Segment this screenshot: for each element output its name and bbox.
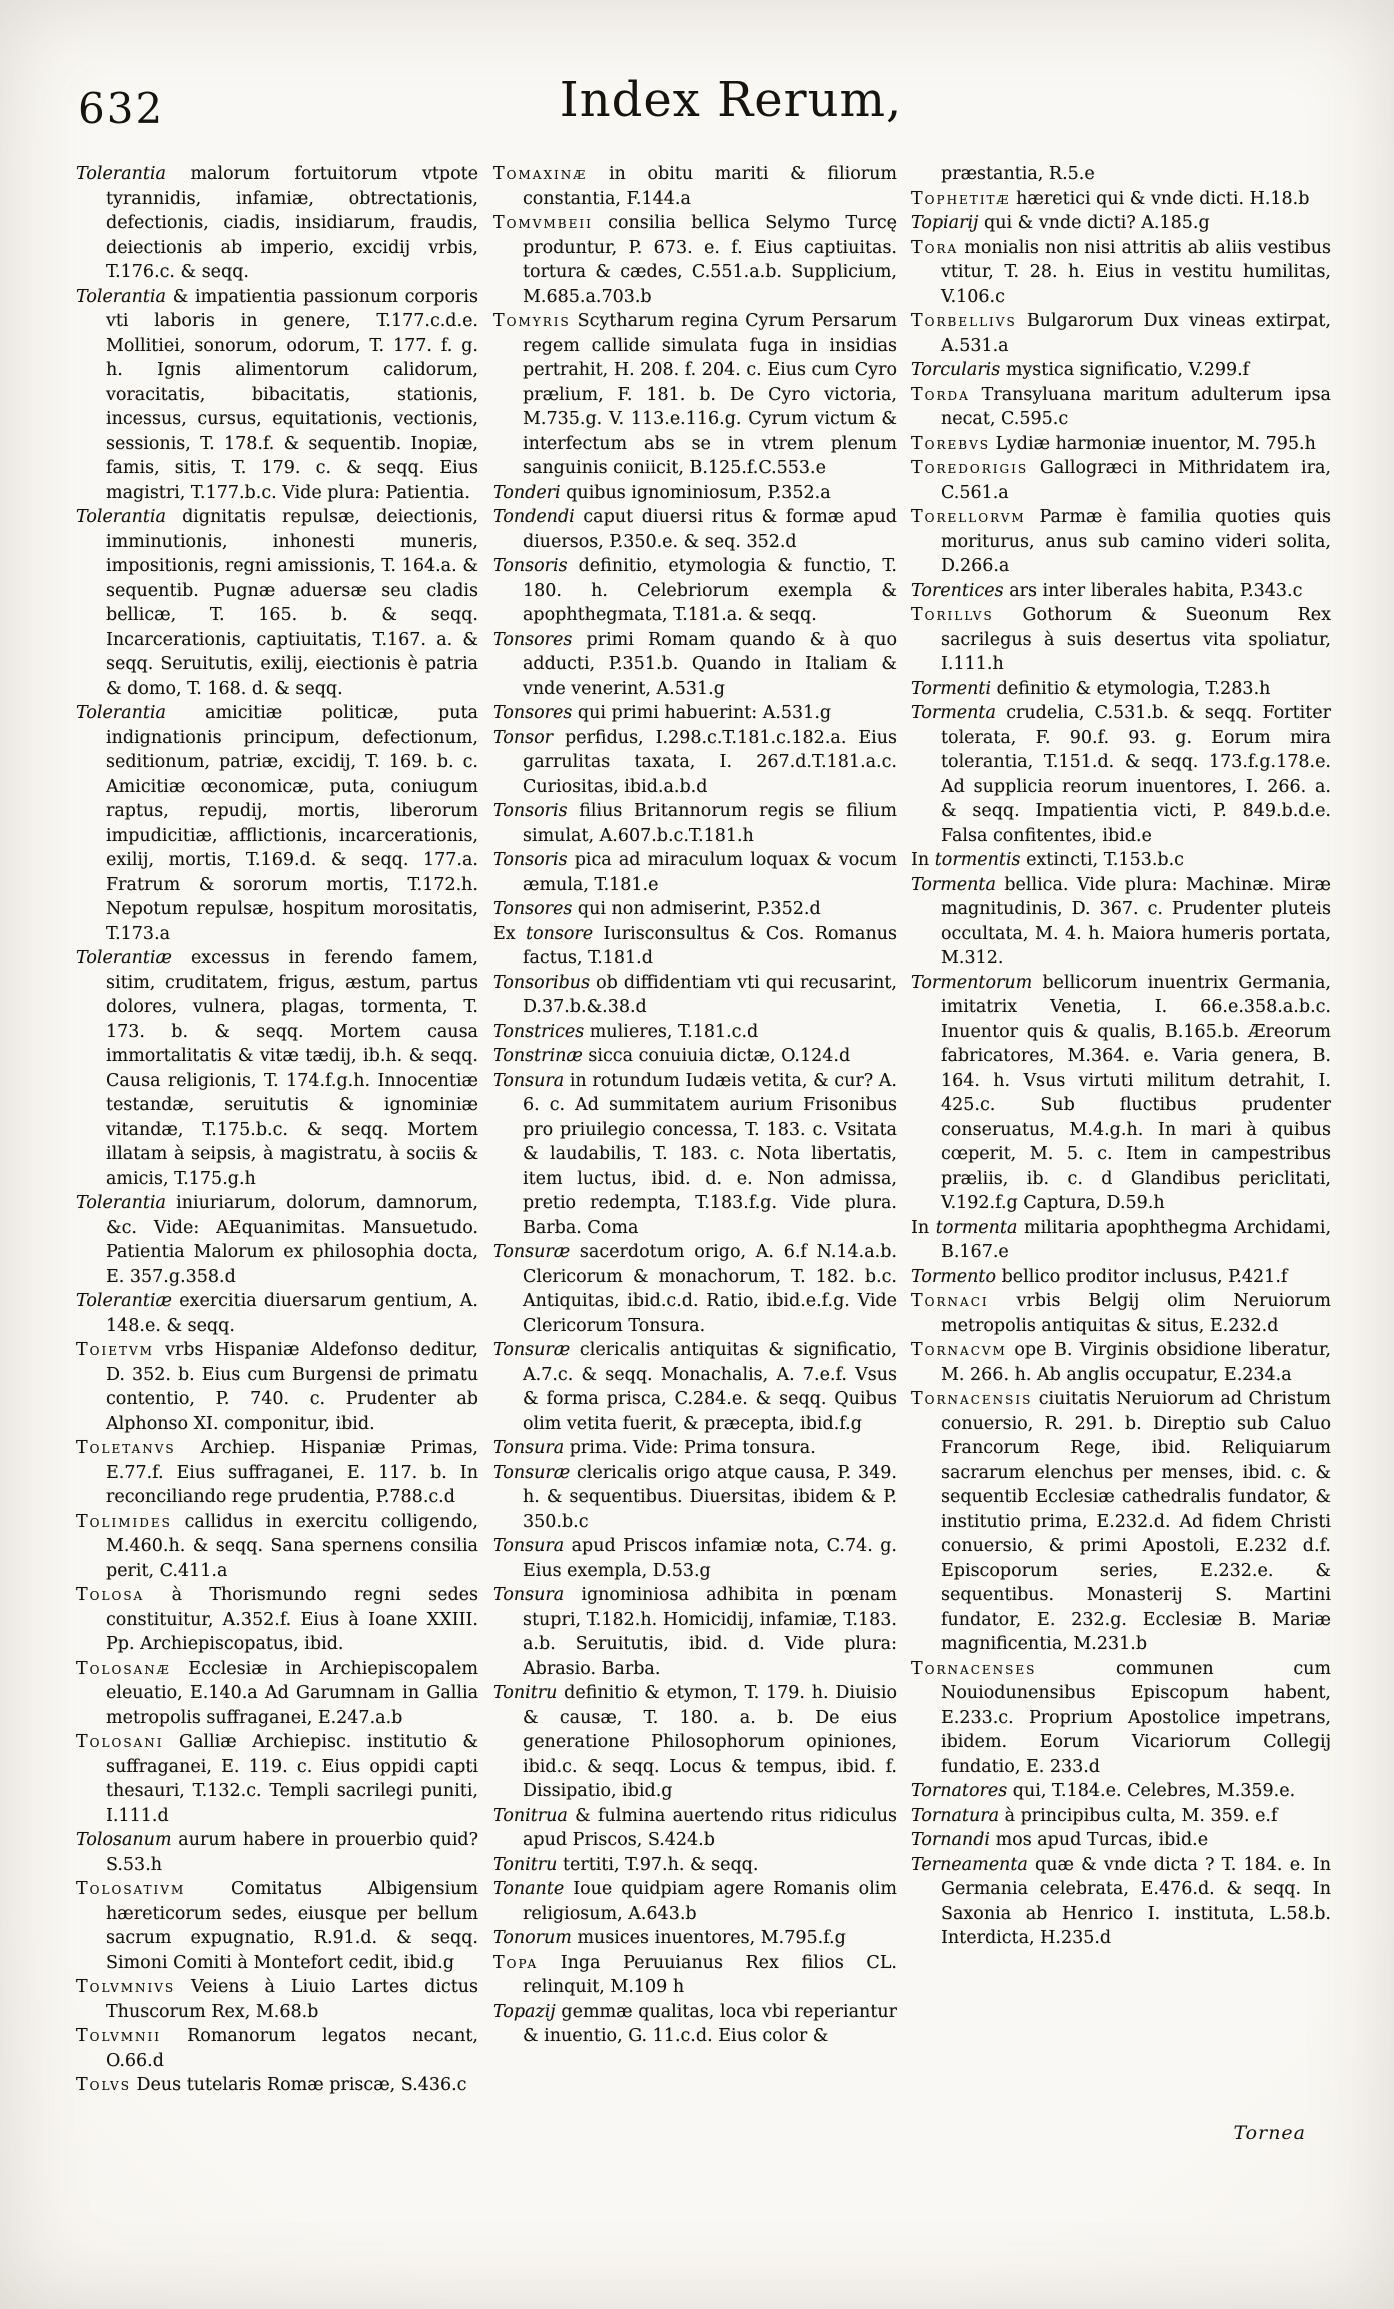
index-entry: Tolosanæ Ecclesiæ in Archiepiscopalem eleuatio, E.140.a Ad Garumnam in Gallia metropolis suffraganei, E.247.a.b — [76, 1658, 478, 1728]
entry-headword: Topa — [493, 1952, 539, 1973]
entry-headword: Torcularis — [911, 360, 1001, 380]
entry-headword: Tonante — [493, 1879, 565, 1899]
index-entry: Tonorum musices inuentores, M.795.f.g — [493, 1928, 846, 1948]
entry-headword: Tolosa — [76, 1585, 145, 1605]
entry-headword: Tonsura — [493, 1585, 565, 1605]
entry-headword: Tolosativm — [76, 1879, 186, 1899]
index-entry: Tormentorum bellicorum inuentrix Germania, imitatrix Venetia, I. 66.e.358.a.b.c. Inuentor quis & qualis, B.165.b. Æreorum fabricatores, M.364. e. Varia genera, B. 164. h. Vsus virtuti militum detrahit, I. 425.c. Sub fluctibus prudenter conseruatus, M.4.g.h. In mari à quibus cœperit, M. 5. c. Item in campestribus præliis, ib. c. d Glandibus periclitati, V.192.f.g Captura, D.59.h — [911, 972, 1331, 1213]
index-entry: Torillvs Gothorum & Sueonum Rex sacrilegus à suis desertus vita spoliatur, I.111.h — [911, 605, 1331, 674]
entry-headword: Tonsura — [493, 1070, 565, 1091]
index-entry: Toredorigis Gallogræci in Mithridatem ira, C.561.a — [911, 458, 1331, 503]
index-entry: Tonsuræ clericalis antiquitas & significatio, A.7.c. & seqq. Monachalis, A. 7.e.f. Vsus & forma prisca, C.284.e. & seqq. Quibus olim vetita fuerit, & præcepta, ibid.f.g — [493, 1340, 897, 1434]
index-entry: Tormenta bellica. Vide plura: Machinæ. Miræ magnitudinis, D. 367. c. Prudenter pluteis occultata, M. 4. h. Maiora humeris portata, M.312. — [911, 874, 1331, 968]
index-entry: Torcularis mystica significatio, V.299.f — [911, 360, 1250, 380]
index-entry: Tonderi quibus ignominiosum, P.352.a — [493, 482, 831, 503]
index-entry: Topa Inga Peruuianus Rex filios CL. relinquit, M.109 h — [493, 1952, 897, 1997]
entry-headword: Tolerantia — [76, 507, 166, 527]
entry-headword: Tonitru — [493, 1683, 558, 1703]
index-entry: Tonstrices mulieres, T.181.c.d — [493, 1021, 759, 1042]
entry-headword: Tondendi — [493, 507, 575, 527]
index-entry: Tonsor perfidus, I.298.c.T.181.c.182.a. Eius garrulitas taxata, I. 267.d.T.181.a.c. Curiositas, ibid.a.b.d — [493, 727, 897, 797]
entry-headword: Tormenti — [911, 678, 992, 699]
index-entry: Tolerantia iniuriarum, dolorum, damnorum, &c. Vide: AEquanimitas. Mansuetudo. Patientia Malorum ex philosophia docta, E. 357.g.358.d — [76, 1193, 478, 1287]
index-entry: Tornacvm ope B. Virginis obsidione liberatur, M. 266. h. Ab anglis occupatur, E.234.a — [911, 1340, 1331, 1385]
entry-headword: Tomyris — [493, 311, 571, 331]
index-entry: præstantia, R.5.e — [941, 164, 1095, 184]
index-entry: Tornatura à principibus culta, M. 359. e.f — [911, 1805, 1278, 1826]
index-entry: Tonitru definitio & etymon, T. 179. h. Diuisio & causæ, T. 180. a. b. De eius generatione Philosophorum opiniones, ibid.c. & seqq. Locus & tempus, ibid. f. Dissipatio, ibid.g — [493, 1683, 897, 1801]
index-entry: In tormenta militaria apophthegma Archidami, B.167.e — [911, 1217, 1332, 1262]
index-entry: Torellorvm Parmæ è familia quoties quis moriturus, anus sub camino videri solita, D.266.a — [911, 507, 1331, 576]
index-entry: Tonsura prima. Vide: Prima tonsura. — [493, 1438, 816, 1458]
index-entry: Tormento bellico proditor inclusus, P.421.f — [911, 1266, 1288, 1287]
entry-prefix: In — [911, 850, 935, 870]
entry-headword: Torillvs — [911, 605, 994, 625]
entry-headword: Tornacenses — [911, 1658, 1037, 1679]
index-entry: Tornacenses communen cum Nouiodunensibus Episcopum habent, E.233.c. Proprium Apostolice impetrans, ibidem. Eorum Vicariorum Collegij fundatio, E. 233.d — [911, 1658, 1331, 1777]
index-entry: Tolerantia malorum fortuitorum vtpote tyrannidis, infamiæ, obtrectationis, defectionis, ciadis, insidiarum, fraudis, deiectionis ab imperio, excidij vrbis, T.176.c. & seqq. — [76, 164, 478, 282]
index-entry: Ex tonsore Iurisconsultus & Cos. Romanus factus, T.181.d — [493, 923, 897, 968]
index-entry: Toietvm vrbs Hispaniæ Aldefonso deditur, D. 352. b. Eius cum Burgensi de primatu contentio, P. 740. c. Prudenter ab Alphonso XI. componitur, ibid. — [76, 1340, 478, 1434]
index-entry: Tolosani Galliæ Archiepisc. institutio & suffraganei, E. 119. c. Eius oppidi capti thesauri, T.132.c. Templi sacrilegi puniti, I.111.d — [76, 1732, 478, 1826]
entry-headword: Tolvs — [76, 2075, 131, 2095]
entry-headword: Toredorigis — [911, 458, 1029, 478]
entry-headword: Tornacvm — [911, 1340, 1007, 1360]
index-entry: Tonsoribus ob diffidentiam vti qui recusarint, D.37.b.&.38.d — [493, 972, 897, 1017]
catchword: Tornea — [1233, 2122, 1306, 2144]
index-entry: Tora monialis non nisi attritis ab aliis vestibus vtitur, T. 28. h. Eius in vestitu humilitas, V.106.c — [911, 237, 1331, 307]
index-column-3 — [911, 162, 1331, 1951]
entry-headword: Tonsoris — [493, 556, 568, 576]
index-entry: Tonsores primi Romam quando & à quo adducti, P.351.b. Quando in Italiam & vnde venerint, A.531.g — [493, 629, 897, 699]
index-entry: Terneamenta quæ & vnde dicta ? T. 184. e. In Germania celebrata, E.476.d. & seqq. In Saxonia ab Henrico I. instituta, L.58.b. Interdicta, H.235.d — [911, 1854, 1331, 1948]
entry-headword: Tonsuræ — [493, 1242, 571, 1262]
index-entry: Tonsura in rotundum Iudæis vetita, & cur? A. 6. c. Ad summitatem aurium Frisonibus pro priuilegio concessa, T. 183. c. Vsitata & laudabilis, T. 183. c. Nota libertatis, item luctus, ibid. d. e. Non admissa, pretio redempta, T.183.f.g. Vide plura. Barba. Coma — [493, 1070, 897, 1238]
index-entry: Tonstrinæ sicca conuiuia dictæ, O.124.d — [493, 1046, 851, 1066]
entry-headword: Tolosani — [76, 1732, 164, 1752]
index-entry: Tomvmbeii consilia bellica Selymo Turcę produntur, P. 673. e. f. Eius captiuitas. tortura & cædes, C.551.a.b. Supplicium, M.685.a.703.b — [493, 213, 897, 307]
entry-headword: Tormento — [911, 1266, 997, 1287]
index-entry: Tonitru tertiti, T.97.h. & seqq. — [493, 1854, 759, 1875]
entry-headword: Tolvmnii — [76, 2026, 161, 2046]
entry-headword: Tonsuræ — [493, 1340, 571, 1360]
index-entry: Tolimides callidus in exercitu colligendo, M.460.h. & seqq. Sana spernens consilia perit, C.411.a — [76, 1511, 478, 1581]
entry-headword: Tolosanum — [76, 1830, 172, 1850]
entry-headword: Tonsoris — [493, 801, 568, 821]
index-entry: Tonsoris definitio, etymologia & functio, T. 180. h. Celebriorum exempla & apophthegmata, T.181.a. & seqq. — [493, 556, 897, 625]
entry-headword: Tonsores — [493, 703, 573, 723]
entry-prefix: In — [911, 1217, 936, 1238]
entry-headword: Tormenta — [911, 874, 996, 895]
entry-headword: Tornatores — [911, 1781, 1008, 1801]
index-entry: Tonsores qui non admiserint, P.352.d — [493, 899, 821, 919]
index-entry: Tolerantia amicitiæ politicæ, puta indignationis principum, defectionum, seditionum, patriæ, excidij, T. 169. b. c. Amicitiæ œconomicæ, puta, coniugum raptus, repudij, mortis, liberorum impudicitiæ, afflictionis, incarcerationis, exilij, mortis, T.169.d. & seqq. 177.a. Fratrum & sororum mortis, T.172.h. Nepotum repulsæ, hospitum morositatis, T.173.a — [76, 703, 478, 944]
entry-headword: Tornacensis — [911, 1389, 1033, 1409]
entry-headword: tormenta — [935, 1217, 1018, 1238]
index-column-2 — [493, 162, 897, 2049]
index-entry: Torbellivs Bulgarorum Dux vineas extirpat, A.531.a — [911, 311, 1331, 356]
entry-headword: Tornandi — [911, 1830, 990, 1850]
index-entry: Tolvmnii Romanorum legatos necant, O.66.d — [76, 2026, 478, 2071]
index-entry: Tondendi caput diuersi ritus & formæ apud diuersos, P.350.e. & seq. 352.d — [493, 507, 897, 552]
entry-headword: Tonsura — [493, 1536, 565, 1556]
entry-headword: Tonsores — [493, 899, 573, 919]
entry-headword: Torellorvm — [911, 507, 1026, 527]
entry-headword: Tolimides — [76, 1511, 172, 1532]
entry-headword: Tonitrua — [493, 1805, 568, 1826]
entry-headword: Tonorum — [493, 1928, 572, 1948]
index-entry: Tolosativm Comitatus Albigensium hæreticorum sedes, eiusque per bellum sacrum expugnatio, R.91.d. & seqq. Simoni Comiti à Montefort cedit, ibid.g — [76, 1879, 478, 1973]
entry-headword: Tolosanæ — [76, 1658, 171, 1679]
index-entry: Tonsoris filius Britannorum regis se filium simulat, A.607.b.c.T.181.h — [493, 801, 897, 846]
entry-headword: tonsore — [526, 923, 594, 944]
entry-headword: Tomvmbeii — [493, 213, 593, 233]
entry-headword: Tora — [911, 237, 959, 258]
index-entry: Toletanvs Archiep. Hispaniæ Primas, E.77.f. Eius suffraganei, E. 117. b. In reconciliando rege prudentia, P.788.c.d — [76, 1438, 478, 1507]
index-entry: Tonsura ignominiosa adhibita in pœnam stupri, T.182.h. Homicidij, infamiæ, T.183. a.b. Seruitutis, ibid. d. Vide plura: Abrasio. Barba. — [493, 1585, 897, 1679]
index-entry: Tonsura apud Priscos infamiæ nota, C.74. g. Eius exempla, D.53.g — [493, 1536, 897, 1581]
entry-headword: Tonsoribus — [493, 972, 591, 993]
index-entry: Tolosanum aurum habere in prouerbio quid? S.53.h — [76, 1830, 478, 1875]
entry-headword: Tormenta — [911, 703, 996, 723]
index-entry: Tornaci vrbis Belgij olim Neruiorum metropolis antiquitas & situs, E.232.d — [911, 1291, 1331, 1336]
index-entry: Tonitrua & fulmina auertendo ritus ridiculus apud Priscos, S.424.b — [493, 1805, 897, 1850]
entry-headword: Tonderi — [493, 482, 561, 503]
index-entry: Tolerantiæ exercitia diuersarum gentium, A. 148.e. & seqq. — [76, 1291, 478, 1336]
index-entry: Tonante Ioue quidpiam agere Romanis olim religiosum, A.643.b — [493, 1879, 897, 1924]
index-entry: Tonsuræ sacerdotum origo, A. 6.f N.14.a.b. Clericorum & monachorum, T. 182. b.c. Antiquitas, ibid.c.d. Ratio, ibid.e.f.g. Vide Clericorum Tonsura. — [493, 1242, 897, 1336]
index-entry: Topazij gemmæ qualitas, loca vbi reperiantur & inuentio, G. 11.c.d. Eius color & — [493, 2001, 897, 2046]
entry-headword: Tormentorum — [911, 972, 1033, 993]
entry-headword: Tonsura — [493, 1438, 565, 1458]
entry-headword: Toietvm — [76, 1340, 154, 1360]
entry-headword: Tonstrinæ — [493, 1046, 583, 1066]
entry-headword: Topiarij — [911, 213, 979, 233]
entry-headword: Torbellivs — [911, 311, 1017, 331]
entry-headword: Toletanvs — [76, 1438, 176, 1458]
index-entry: Tolerantia dignitatis repulsæ, deiectionis, imminutionis, inhonesti muneris, impositionis, regni amissionis, T. 164.a. & sequentib. Pugnæ aduersæ seu cladis bellicæ, T. 165. b. & seqq. Incarcerationis, captiuitatis, T.167. a. & seqq. Seruitutis, exilij, eiectionis è patria & domo, T. 168. d. & seqq. — [76, 507, 478, 699]
entry-headword: Terneamenta — [911, 1854, 1028, 1875]
page-title: Index Rerum, — [559, 72, 903, 128]
index-entry: Tomyris Scytharum regina Cyrum Persarum regem callide simulata fuga in insidias pertrahit, H. 208. f. 204. c. Eius cum Cyro prælium, F. 181. b. De Cyro victoria, M.735.g. V. 113.e.116.g. Cyrum victum & interfectum abs se in vtrem plenum sanguinis coniicit, B.125.f.C.553.e — [493, 311, 897, 478]
index-entry: Torda Transyluana maritum adulterum ipsa necat, C.595.c — [911, 384, 1331, 429]
entry-headword: Torebvs — [911, 433, 991, 454]
index-entry: Tonsores qui primi habuerint: A.531.g — [493, 703, 832, 723]
index-entry: Tornatores qui, T.184.e. Celebres, M.359.e. — [911, 1781, 1296, 1801]
entry-prefix: Ex — [493, 923, 527, 944]
entry-headword: Tonstrices — [493, 1021, 585, 1042]
entry-headword: Topazij — [493, 2001, 556, 2022]
entry-headword: Tophetitæ — [911, 188, 1011, 209]
entry-headword: Tolerantia — [76, 703, 166, 723]
index-entry: Tonsuræ clericalis origo atque causa, P. 349. h. & sequentibus. Diuersitas, ibidem & P. 350.b.c — [493, 1462, 897, 1532]
entry-headword: Tornaci — [911, 1291, 989, 1311]
index-entry: Tophetitæ hæretici qui & vnde dicti. H.18.b — [911, 188, 1310, 209]
entry-headword: Tonsores — [493, 629, 573, 650]
entry-headword: Tonsor — [493, 727, 554, 748]
entry-headword: Tolerantia — [76, 1193, 166, 1213]
entry-headword: Tolvmnivs — [76, 1977, 176, 1997]
entry-headword: tormentis — [934, 850, 1021, 870]
entry-headword: Tonitru — [493, 1854, 558, 1875]
index-entry: In tormentis extincti, T.153.b.c — [911, 850, 1184, 870]
index-entry: Topiarij qui & vnde dicti? A.185.g — [911, 213, 1210, 233]
index-entry: Tornacensis ciuitatis Neruiorum ad Christum conuersio, R. 291. b. Direptio sub Caluo Francorum Rege, ibid. Reliquiarum sacrarum elenchus per menses, ibid. c. & sequentib Ecclesiæ cathedralis fundator, & institutio prima, E.232.d. Ad fidem Christi conuersio, & primi Apostoli, E.232 d.f. Episcoporum series, E.232.e. & sequentibus. Monasterij S. Martini fundator, E. 232.g. Ecclesiæ B. Mariæ magnificentia, M.231.b — [911, 1389, 1331, 1654]
index-entry: Tolvmnivs Veiens à Liuio Lartes dictus Thuscorum Rex, M.68.b — [76, 1977, 478, 2022]
entry-headword: Tomaxinæ — [493, 164, 588, 184]
index-entry: Tolosa à Thorismundo regni sedes constituitur, A.352.f. Eius à Ioane XXIII. Pp. Archiepiscopatus, ibid. — [76, 1585, 478, 1654]
entry-headword: Tornatura — [911, 1805, 1000, 1826]
entry-headword: Tolerantiæ — [76, 948, 172, 968]
index-entry: Tormenti definitio & etymologia, T.283.h — [911, 678, 1271, 699]
index-entry: Tomaxinæ in obitu mariti & filiorum constantia, F.144.a — [493, 164, 897, 209]
entry-headword: Torda — [911, 384, 970, 405]
index-entry: Tolvs Deus tutelaris Romæ priscæ, S.436.c — [76, 2075, 467, 2095]
page-number: 632 — [78, 84, 165, 133]
index-entry: Tolerantia & impatientia passionum corporis vti laboris in genere, T.177.c.d.e. Mollitiei, sonorum, odorum, T. 177. f. g. h. Ignis alimentorum calidorum, voracitatis, bibacitatis, stationis, incessus, cursus, equitationis, vectionis, sessionis, T. 178.f. & sequentib. Inopiæ, famis, sitis, T. 179. c. & seqq. Eius magistri, T.177.b.c. Vide plura: Patientia. — [76, 286, 478, 503]
index-entry: Tormenta crudelia, C.531.b. & seqq. Fortiter tolerata, F. 90.f. 93. g. Eorum mira tolerantia, T.151.d. & seqq. 173.f.g.178.e. Ad supplicia reorum inuentores, I. 266. a. & seqq. Impatientia victi, P. 849.b.d.e. Falsa confitentes, ibid.e — [911, 703, 1331, 846]
index-entry: Torebvs Lydiæ harmoniæ inuentor, M. 795.h — [911, 433, 1316, 454]
entry-headword: Tolerantia — [76, 164, 166, 184]
index-column-1 — [76, 162, 478, 2098]
entry-headword: Tonsoris — [493, 850, 568, 870]
index-entry: Tonsoris pica ad miraculum loquax & vocum æmula, T.181.e — [493, 850, 897, 895]
entry-headword: Tolerantiæ — [76, 1291, 172, 1311]
entry-headword: Tolerantia — [76, 286, 166, 307]
entry-headword: Tonsuræ — [493, 1462, 571, 1483]
entry-headword: Torentices — [911, 580, 1004, 601]
index-entry: Torentices ars inter liberales habita, P.343.c — [911, 580, 1303, 601]
index-entry: Tolerantiæ excessus in ferendo famem, sitim, cruditatem, frigus, æstum, partus dolores, vulnera, plagas, tormenta, T. 173. b. & seqq. Mortem causa immortalitatis & vitæ tædij, ib.h. & seqq. Causa religionis, T. 174.f.g.h. Innocentiæ testandæ, seruitutis & ignominiæ vitandæ, T.175.b.c. & seqq. Mortem illatam à seipsis, à magistratu, à sociis & amicis, T.175.g.h — [76, 948, 478, 1189]
index-entry: Tornandi mos apud Turcas, ibid.e — [911, 1830, 1209, 1850]
